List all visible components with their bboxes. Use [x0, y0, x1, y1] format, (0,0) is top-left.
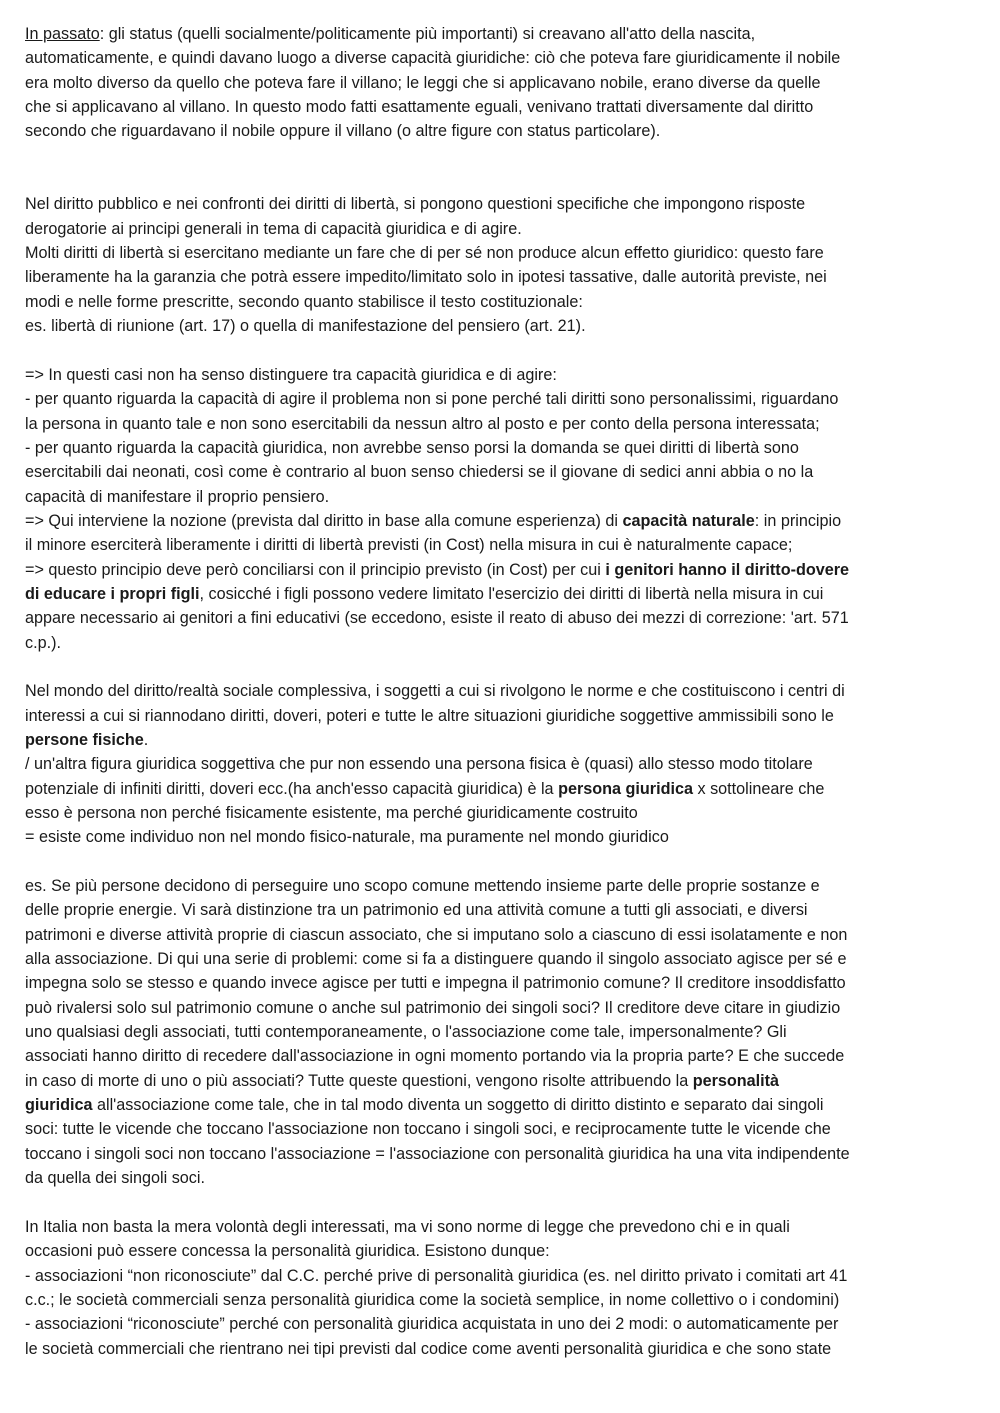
text-line: [25, 265, 970, 289]
text-line: [25, 1288, 970, 1312]
text-line: [25, 46, 970, 70]
text-run: associati hanno diritto di recedere dall'associazione in ogni momento portando via la propria parte? E che succede: [25, 1047, 845, 1066]
text-run: - associazioni “riconosciute” perché con personalità giuridica acquistata in uno dei 2 modi: o automaticamente per: [25, 1315, 839, 1334]
text-line: [25, 606, 970, 630]
text-run: il minore eserciterà liberamente i diritti di libertà previsti (in Cost) nella misura in cui è naturalmente capace;: [25, 536, 793, 555]
paragraph: [25, 363, 970, 655]
text-line: [25, 679, 970, 703]
text-line: [25, 825, 970, 849]
text-line: [25, 192, 970, 216]
blank-line: [25, 144, 970, 168]
text-run: toccano i singoli soci non toccano l'associazione = l'associazione con personalità giuridica ha una vita indipendente: [25, 1144, 850, 1163]
text-line: [25, 22, 970, 46]
text-line: [25, 460, 970, 484]
text-run: uno qualsiasi degli associati, tutti contemporaneamente, o l'associazione come tale, impersonalmente? Gli: [25, 1023, 787, 1042]
text-run: c.p.).: [25, 633, 61, 652]
text-line: [25, 971, 970, 995]
text-line: [25, 485, 970, 509]
text-line: [25, 119, 970, 143]
text-line: [25, 533, 970, 557]
blank-line: [25, 655, 970, 679]
bold-term: persone fisiche: [25, 730, 144, 749]
text-line: [25, 1044, 970, 1068]
text-line: [25, 509, 970, 533]
text-line: [25, 217, 970, 241]
text-run: esso è persona non perché fisicamente esistente, ma perché giuridicamente costruito: [25, 804, 638, 822]
text-line: [25, 314, 970, 338]
paragraph: [25, 874, 970, 1190]
text-run: es. libertà di riunione (art. 17) o quella di manifestazione del pensiero (art. 21).: [25, 317, 586, 336]
text-line: [25, 947, 970, 971]
text-line: [25, 1215, 970, 1239]
text-run: interessi a cui si riannodano diritti, doveri, poteri e tutte le altre situazioni giuridiche soggettive ammissibili sono le: [25, 706, 834, 725]
text-run: automaticamente, e quindi davano luogo a diverse capacità giuridiche: ciò che poteva fare giuridicamente il nobile: [25, 49, 841, 68]
text-line: [25, 71, 970, 95]
text-run: appare necessario ai genitori a fini educativi (se eccedono, esiste il reato di abuso dei mezzi di correzione: 'art. 571: [25, 609, 849, 628]
document-page: [25, 22, 970, 1361]
text-run: era molto diverso da quello che poteva fare il villano; le leggi che si applicavano nobile, erano diverse da quelle: [25, 73, 821, 92]
text-run: può rivalersi solo sul patrimonio comune o anche sul patrimonio dei singoli soci? Il creditore deve citare in giudizio: [25, 998, 841, 1017]
text-line: [25, 436, 970, 460]
bold-term: capacità naturale: [622, 511, 755, 530]
text-line: [25, 1166, 970, 1190]
paragraph: [25, 1215, 970, 1361]
text-run: = esiste come individuo non nel mondo fisico-naturale, ma puramente nel mondo giuridico: [25, 828, 669, 847]
text-run: Nel mondo del diritto/realtà sociale complessiva, i soggetti a cui si rivolgono le norme e che costituiscono i centri di: [25, 682, 845, 701]
text-line: [25, 1337, 970, 1361]
text-line: [25, 1117, 970, 1141]
text-line: [25, 923, 970, 947]
paragraph: [25, 22, 970, 144]
text-line: [25, 1093, 970, 1117]
text-run: impegna solo se stesso e quando invece agisce per tutti e impegna il patrimonio comune? Il creditore insoddisfatto: [25, 974, 846, 993]
text-line: [25, 874, 970, 898]
text-line: [25, 631, 970, 655]
bold-term: personalità: [692, 1071, 780, 1090]
text-run: : in principio: [754, 511, 842, 530]
text-run: Nel diritto pubblico e nei confronti dei diritti di libertà, si pongono questioni specifiche che impongono risposte: [25, 195, 806, 214]
text-run: derogatorie ai principi generali in tema di capacità giuridica e di agire.: [25, 219, 522, 238]
text-run: Molti diritti di libertà si esercitano mediante un fare che di per sé non produce alcun effetto giuridico: questo fare: [25, 244, 824, 263]
text-line: [25, 290, 970, 314]
text-run: alla associazione. Di qui una serie di problemi: come si fa a distinguere quando il singolo associato agisce per sé e: [25, 950, 847, 969]
text-line: [25, 1264, 970, 1288]
text-line: [25, 412, 970, 436]
text-run: che si applicavano al villano. In questo modo fatti esattamente eguali, venivano trattati diversamente dal diritto: [25, 98, 814, 117]
blank-line: [25, 338, 970, 362]
blank-line: [25, 1191, 970, 1215]
text-run: c.c.; le società commerciali senza personalità giuridica come la società semplice, in nome collettivo o i condomini): [25, 1290, 840, 1309]
bold-term: i genitori hanno il diritto-dovere: [605, 560, 850, 579]
text-line: [25, 801, 970, 825]
text-run: la persona in quanto tale e non sono esercitabili da nessun altro al posto e per conto della persona interessata;: [25, 414, 820, 433]
text-line: [25, 1069, 970, 1093]
paragraph: [25, 679, 970, 849]
text-run: => Qui interviene la nozione (prevista dal diritto in base alla comune esperienza) di: [25, 511, 623, 530]
text-line: [25, 996, 970, 1020]
text-run: / un'altra figura giuridica soggettiva che pur non essendo una persona fisica è (quasi) allo stesso modo titolare: [25, 755, 813, 774]
text-run: - per quanto riguarda la capacità giuridica, non avrebbe senso porsi la domanda se quei diritti di libertà sono: [25, 438, 799, 457]
text-run: es. Se più persone decidono di perseguire uno scopo comune mettendo insieme parte delle proprie sostanze e: [25, 877, 820, 896]
text-run: patrimoni e diverse attività proprie di ciascun associato, che si imputano solo a ciascuno di essi isolatamente e non: [25, 925, 848, 944]
text-line: [25, 1142, 970, 1166]
text-line: [25, 582, 970, 606]
paragraph: [25, 192, 970, 338]
text-run: => questo principio deve però conciliarsi con il principio previsto (in Cost) per cui: [25, 560, 606, 579]
text-run: .: [143, 730, 149, 749]
text-run: In Italia non basta la mera volontà degli interessati, ma vi sono norme di legge che prevedono chi e in quali: [25, 1217, 790, 1236]
text-run: - per quanto riguarda la capacità di agire il problema non si pone perché tali diritti sono personalissimi, riguardano: [25, 390, 839, 409]
text-run: modi e nelle forme prescritte, secondo quanto stabilisce il testo costituzionale:: [25, 292, 583, 311]
text-run: x sottolineare che: [693, 779, 825, 798]
text-run: all'associazione come tale, che in tal modo diventa un soggetto di diritto distinto e separato dai singoli: [92, 1096, 824, 1115]
text-line: [25, 898, 970, 922]
underlined-text: In passato: [25, 25, 100, 43]
text-line: [25, 752, 970, 776]
text-run: le società commerciali che rientrano nei tipi previsti dal codice come aventi personalità giuridica e che sono state: [25, 1339, 832, 1358]
text-run: da quella dei singoli soci.: [25, 1169, 205, 1188]
text-line: [25, 95, 970, 119]
blank-line: [25, 168, 970, 192]
text-run: occasioni può essere concessa la personalità giuridica. Esistono dunque:: [25, 1242, 550, 1261]
text-run: liberamente ha la garanzia che potrà essere impedito/limitato solo in ipotesi tassative, dalle autorità previste, nei: [25, 268, 827, 287]
text-line: [25, 728, 970, 752]
bold-term: giuridica: [25, 1096, 93, 1115]
text-run: capacità di manifestare il proprio pensiero.: [25, 487, 330, 506]
text-run: esercitabili dai neonati, così come è contrario al buon senso chiedersi se il giovane di sedici anni abbia o no la: [25, 463, 814, 482]
text-run: : gli status (quelli socialmente/politicamente più importanti) si creavano all'atto della nascita,: [99, 25, 756, 43]
text-line: [25, 387, 970, 411]
text-run: potenziale di infiniti diritti, doveri ecc.(ha anch'esso capacità giuridica) è la: [25, 779, 559, 798]
text-line: [25, 241, 970, 265]
text-run: => In questi casi non ha senso distinguere tra capacità giuridica e di agire:: [25, 365, 557, 384]
text-run: soci: tutte le vicende che toccano l'associazione non toccano i singoli soci, e reciprocamente tutte le vicende che: [25, 1120, 831, 1139]
text-line: [25, 558, 970, 582]
text-line: [25, 1312, 970, 1336]
text-run: , cosicché i figli possono vedere limitato l'esercizio dei diritti di libertà nella misura in cui: [199, 584, 824, 603]
text-line: [25, 363, 970, 387]
text-run: in caso di morte di uno o più associati? Tutte queste questioni, vengono risolte attribuendo la: [25, 1071, 693, 1090]
text-line: [25, 1239, 970, 1263]
text-run: - associazioni “non riconosciute” dal C.C. perché prive di personalità giuridica (es. nel diritto privato i comitati art 41: [25, 1266, 848, 1285]
bold-term: persona giuridica: [558, 779, 693, 798]
text-line: [25, 777, 970, 801]
blank-line: [25, 850, 970, 874]
text-line: [25, 704, 970, 728]
text-run: secondo che riguardavano il nobile oppure il villano (o altre figure con status particolare).: [25, 122, 661, 141]
bold-term: di educare i propri figli: [25, 584, 200, 603]
text-line: [25, 1020, 970, 1044]
text-run: delle proprie energie. Vi sarà distinzione tra un patrimonio ed una attività comune a tutti gli associati, e diversi: [25, 901, 808, 920]
